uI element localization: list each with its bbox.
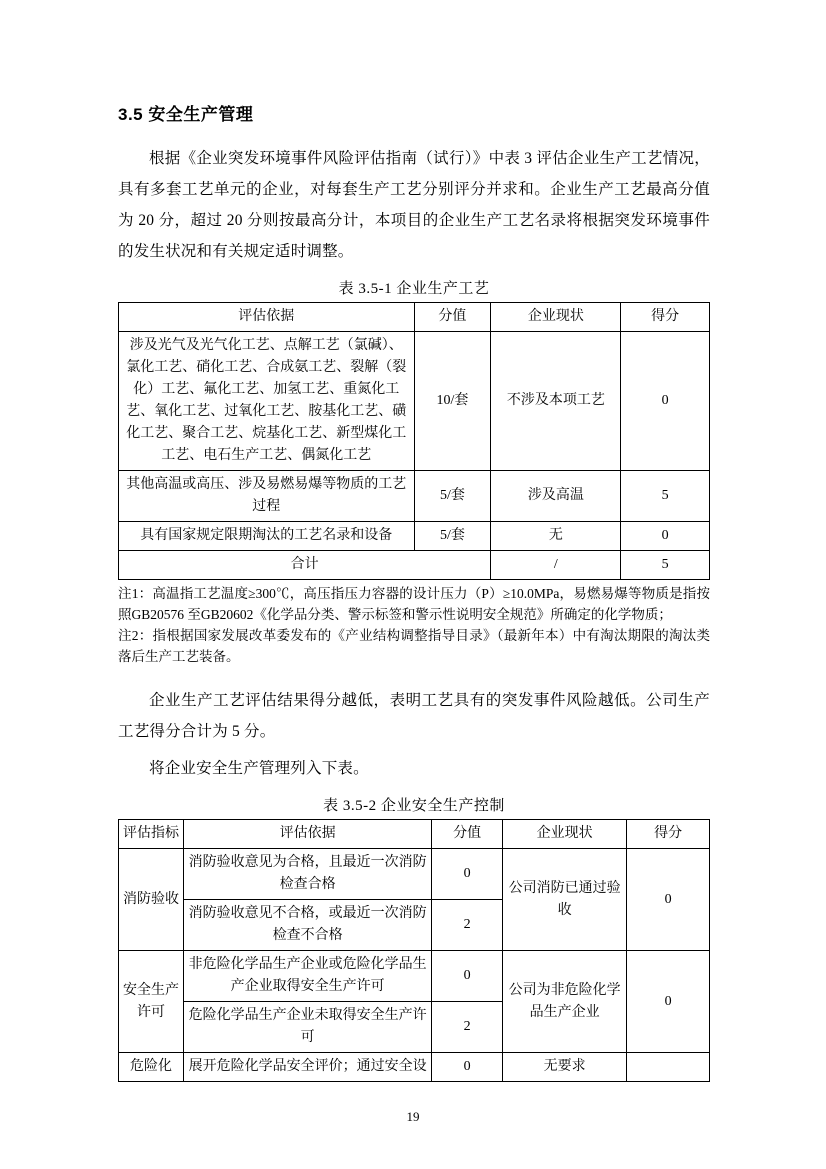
table-cell-indicator: 安全生产许可	[119, 951, 184, 1053]
table-header-cell: 评估依据	[184, 820, 432, 849]
table-cell-basis: 危险化学品生产企业未取得安全生产许可	[184, 1002, 432, 1053]
table-cell-result	[627, 1053, 710, 1082]
table-cell-result: 5	[621, 471, 710, 522]
table-row	[119, 849, 710, 900]
table-row	[119, 1053, 710, 1082]
table-cell-status: 无要求	[503, 1053, 627, 1082]
table-header-cell: 评估依据	[119, 303, 415, 332]
table-row	[119, 522, 710, 551]
table-header-cell: 企业现状	[503, 820, 627, 849]
table-row-total	[119, 551, 710, 580]
table-header-row	[119, 303, 710, 332]
table-cell-status: /	[491, 551, 621, 580]
paragraph-intro: 根据《企业突发环境事件风险评估指南（试行）》中表 3 评估企业生产工艺情况，具有多套工艺单元的企业，对每套生产工艺分别评分并求和。企业生产工艺最高分值为 20 分，超过 20 分则按最高分计，本项目的企业生产工艺名录将根据突发环境事件的发生状况和有关规定适时调整。	[118, 150, 710, 260]
table-cell-indicator: 消防验收	[119, 849, 184, 951]
table-cell-result: 0	[621, 522, 710, 551]
table-cell-status: 公司消防已通过验收	[503, 849, 627, 951]
table-row	[119, 471, 710, 522]
table-cell-total-label: 合计	[119, 551, 491, 580]
table-cell-result: 0	[627, 849, 710, 951]
table-cell-basis: 消防验收意见不合格，或最近一次消防检查不合格	[184, 900, 432, 951]
table-cell-score: 0	[432, 1053, 503, 1082]
table-cell-result: 0	[621, 332, 710, 471]
table-cell-basis: 涉及光气及光气化工艺、点解工艺（氯碱）、氯化工艺、硝化工艺、合成氨工艺、裂解（裂化）工艺、氟化工艺、加氢工艺、重氮化工艺、氧化工艺、过氧化工艺、胺基化工艺、磺化工艺、聚合工艺、烷基化工艺、新型煤化工工艺、电石生产工艺、偶氮化工艺	[119, 332, 415, 471]
table-cell-score: 0	[432, 951, 503, 1002]
table-safety-control	[118, 819, 710, 1082]
table-cell-status: 无	[491, 522, 621, 551]
table-cell-status: 涉及高温	[491, 471, 621, 522]
table-header-row	[119, 820, 710, 849]
table-2-caption: 表 3.5-2 企业安全生产控制	[323, 798, 505, 814]
table-production-process	[118, 302, 710, 580]
table-cell-score: 0	[432, 849, 503, 900]
table-cell-status: 公司为非危险化学品生产企业	[503, 951, 627, 1053]
table-header-cell: 评估指标	[119, 820, 184, 849]
table-cell-score: 10/套	[414, 332, 491, 471]
note-item: 注1：高温指工艺温度≥300℃，高压指压力容器的设计压力（P）≥10.0MPa，易燃易爆等物质是指按照GB20576 至GB20602《化学品分类、警示标签和警示性说明安全规范》所确定的化学物质；	[118, 586, 710, 622]
page-number: 19	[406, 1109, 420, 1124]
table-cell-basis: 非危险化学品生产企业或危险化学品生产企业取得安全生产许可	[184, 951, 432, 1002]
table-cell-basis: 展开危险化学品安全评价；通过安全设	[184, 1053, 432, 1082]
paragraph-result: 企业生产工艺评估结果得分越低，表明工艺具有的突发事件风险越低。公司生产工艺得分合计为 5 分。	[118, 692, 710, 740]
table-row	[119, 951, 710, 1002]
table-cell-score: 5/套	[414, 522, 491, 551]
table-cell-status: 不涉及本项工艺	[491, 332, 621, 471]
table-cell-score: 2	[432, 900, 503, 951]
table-cell-basis: 具有国家规定限期淘汰的工艺名录和设备	[119, 522, 415, 551]
note-item: 注2：指根据国家发展改革委发布的《产业结构调整指导目录》（最新年本）中有淘汰期限的淘汰类落后生产工艺装备。	[118, 628, 710, 664]
table-header-cell: 得分	[621, 303, 710, 332]
table-cell-score: 5/套	[414, 471, 491, 522]
table-cell-basis: 消防验收意见为合格，且最近一次消防检查合格	[184, 849, 432, 900]
table-header-cell: 得分	[627, 820, 710, 849]
table-cell-score: 2	[432, 1002, 503, 1053]
table-header-cell: 分值	[432, 820, 503, 849]
table-header-cell: 分值	[414, 303, 491, 332]
table-cell-result: 5	[621, 551, 710, 580]
table-1-notes	[118, 583, 710, 667]
table-row	[119, 332, 710, 471]
table-cell-result: 0	[627, 951, 710, 1053]
table-1-caption: 表 3.5-1 企业生产工艺	[338, 281, 490, 297]
table-header-cell: 企业现状	[491, 303, 621, 332]
table-cell-indicator: 危险化	[119, 1053, 184, 1082]
table-cell-basis: 其他高温或高压、涉及易燃易爆等物质的工艺过程	[119, 471, 415, 522]
page-content	[118, 100, 710, 1082]
paragraph-lead-in: 将企业安全生产管理列入下表。	[149, 760, 369, 777]
page-title: 3.5 安全生产管理	[118, 105, 254, 124]
